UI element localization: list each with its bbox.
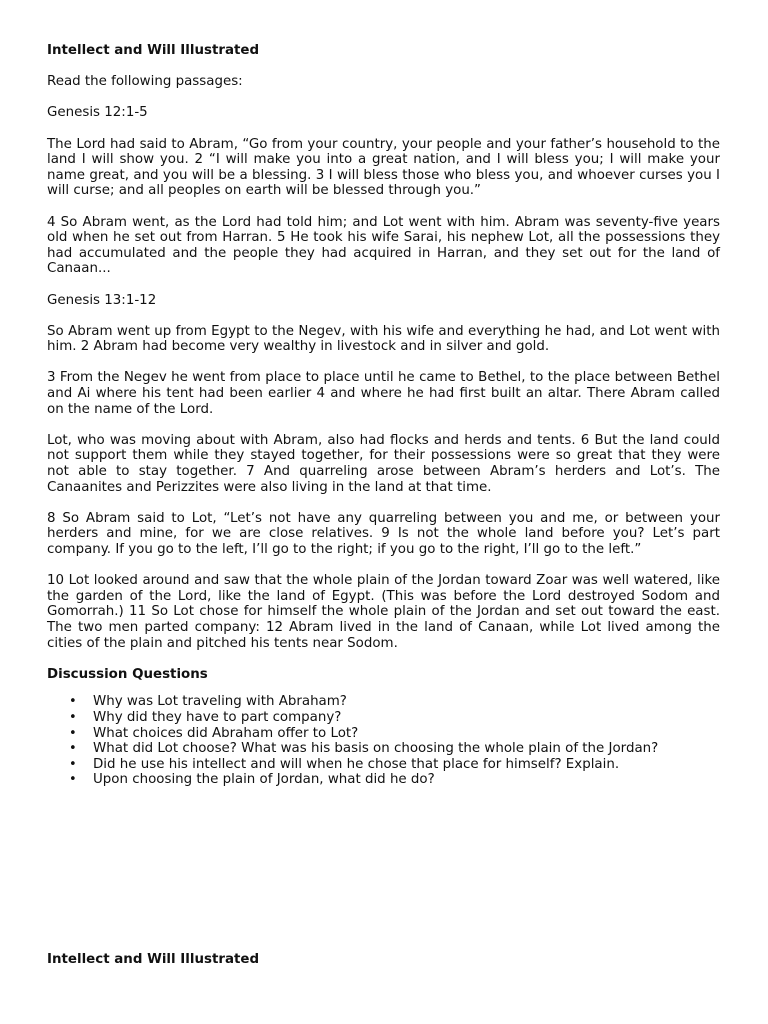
question-text: What choices did Abraham offer to Lot? [93, 725, 359, 741]
discussion-question-list [47, 694, 720, 788]
question-text: Why was Lot traveling with Abraham? [93, 694, 347, 710]
question-text: What did Lot choose? What was his basis on choosing the whole plain of the Jordan? [93, 741, 659, 757]
bullet-icon: • [69, 756, 77, 772]
discussion-question [47, 757, 720, 773]
footer-title: Intellect and Will Illustrated [47, 952, 260, 967]
bullet-icon: • [69, 694, 77, 710]
bullet-icon: • [69, 709, 77, 725]
passage-reference-genesis-12: Genesis 12:1-5 [47, 105, 148, 121]
passage-paragraph: The Lord had said to Abram, “Go from your country, your people and your father’s household to the land I will show you. 2 “I will make you into a great nation, and I will bless you; I will make your name great, and you will be a blessing. 3 I will bless those who bless you, and whoever curses you I will curse; and all peoples on earth will be blessed through you.” [47, 136, 720, 199]
intro-text: Read the following passages: [47, 74, 243, 90]
document-page [47, 43, 720, 788]
passage-paragraph: 4 So Abram went, as the Lord had told him; and Lot went with him. Abram was seventy-five years old when he set out from Harran. 5 He took his wife Sarai, his nephew Lot, all the possessions they had accumulated and the people they had acquired in Harran, and they set out for the land of Canaan... [47, 214, 720, 277]
passage-paragraph: 8 So Abram said to Lot, “Let’s not have any quarreling between you and me, or between your herders and mine, for we are close relatives. 9 Is not the whole land before you? Let’s part company. If you go to the left, I’ll go to the right; if you go to the right, I’ll go to the left.” [47, 510, 720, 557]
discussion-question [47, 726, 720, 742]
discussion-question [47, 772, 720, 788]
discussion-question [47, 694, 720, 710]
bullet-icon: • [69, 772, 77, 788]
passage-paragraph: 10 Lot looked around and saw that the whole plain of the Jordan toward Zoar was well watered, like the garden of the Lord, like the land of Egypt. (This was before the Lord destroyed Sodom and Gomorrah.) 11 So Lot chose for himself the whole plain of the Jordan and set out toward the east. The two men parted company: 12 Abram lived in the land of Canaan, while Lot lived among the cities of the plain and pitched his tents near Sodom. [47, 573, 720, 651]
discussion-question [47, 741, 720, 757]
discussion-question [47, 710, 720, 726]
discussion-heading: Discussion Questions [47, 666, 208, 682]
passage-paragraph: 3 From the Negev he went from place to place until he came to Bethel, to the place between Bethel and Ai where his tent had been earlier 4 and where he had first built an altar. There Abram called on the name of the Lord. [47, 370, 720, 417]
question-text: Why did they have to part company? [93, 709, 342, 725]
passage-paragraph: So Abram went up from Egypt to the Negev, with his wife and everything he had, and Lot went with him. 2 Abram had become very wealthy in livestock and in silver and gold. [47, 323, 720, 355]
passage-reference-genesis-13: Genesis 13:1-12 [47, 292, 157, 308]
document-title: Intellect and Will Illustrated [47, 43, 260, 58]
bullet-icon: • [69, 725, 77, 741]
passage-paragraph: Lot, who was moving about with Abram, also had flocks and herds and tents. 6 But the land could not support them while they stayed together, for their possessions were so great that they were not able to stay together. 7 And quarreling arose between Abram’s herders and Lot’s. The Canaanites and Perizzites were also living in the land at that time. [47, 432, 720, 495]
question-text: Did he use his intellect and will when he chose that place for himself? Explain. [93, 756, 620, 772]
bullet-icon: • [69, 741, 77, 757]
question-text: Upon choosing the plain of Jordan, what did he do? [93, 772, 435, 788]
